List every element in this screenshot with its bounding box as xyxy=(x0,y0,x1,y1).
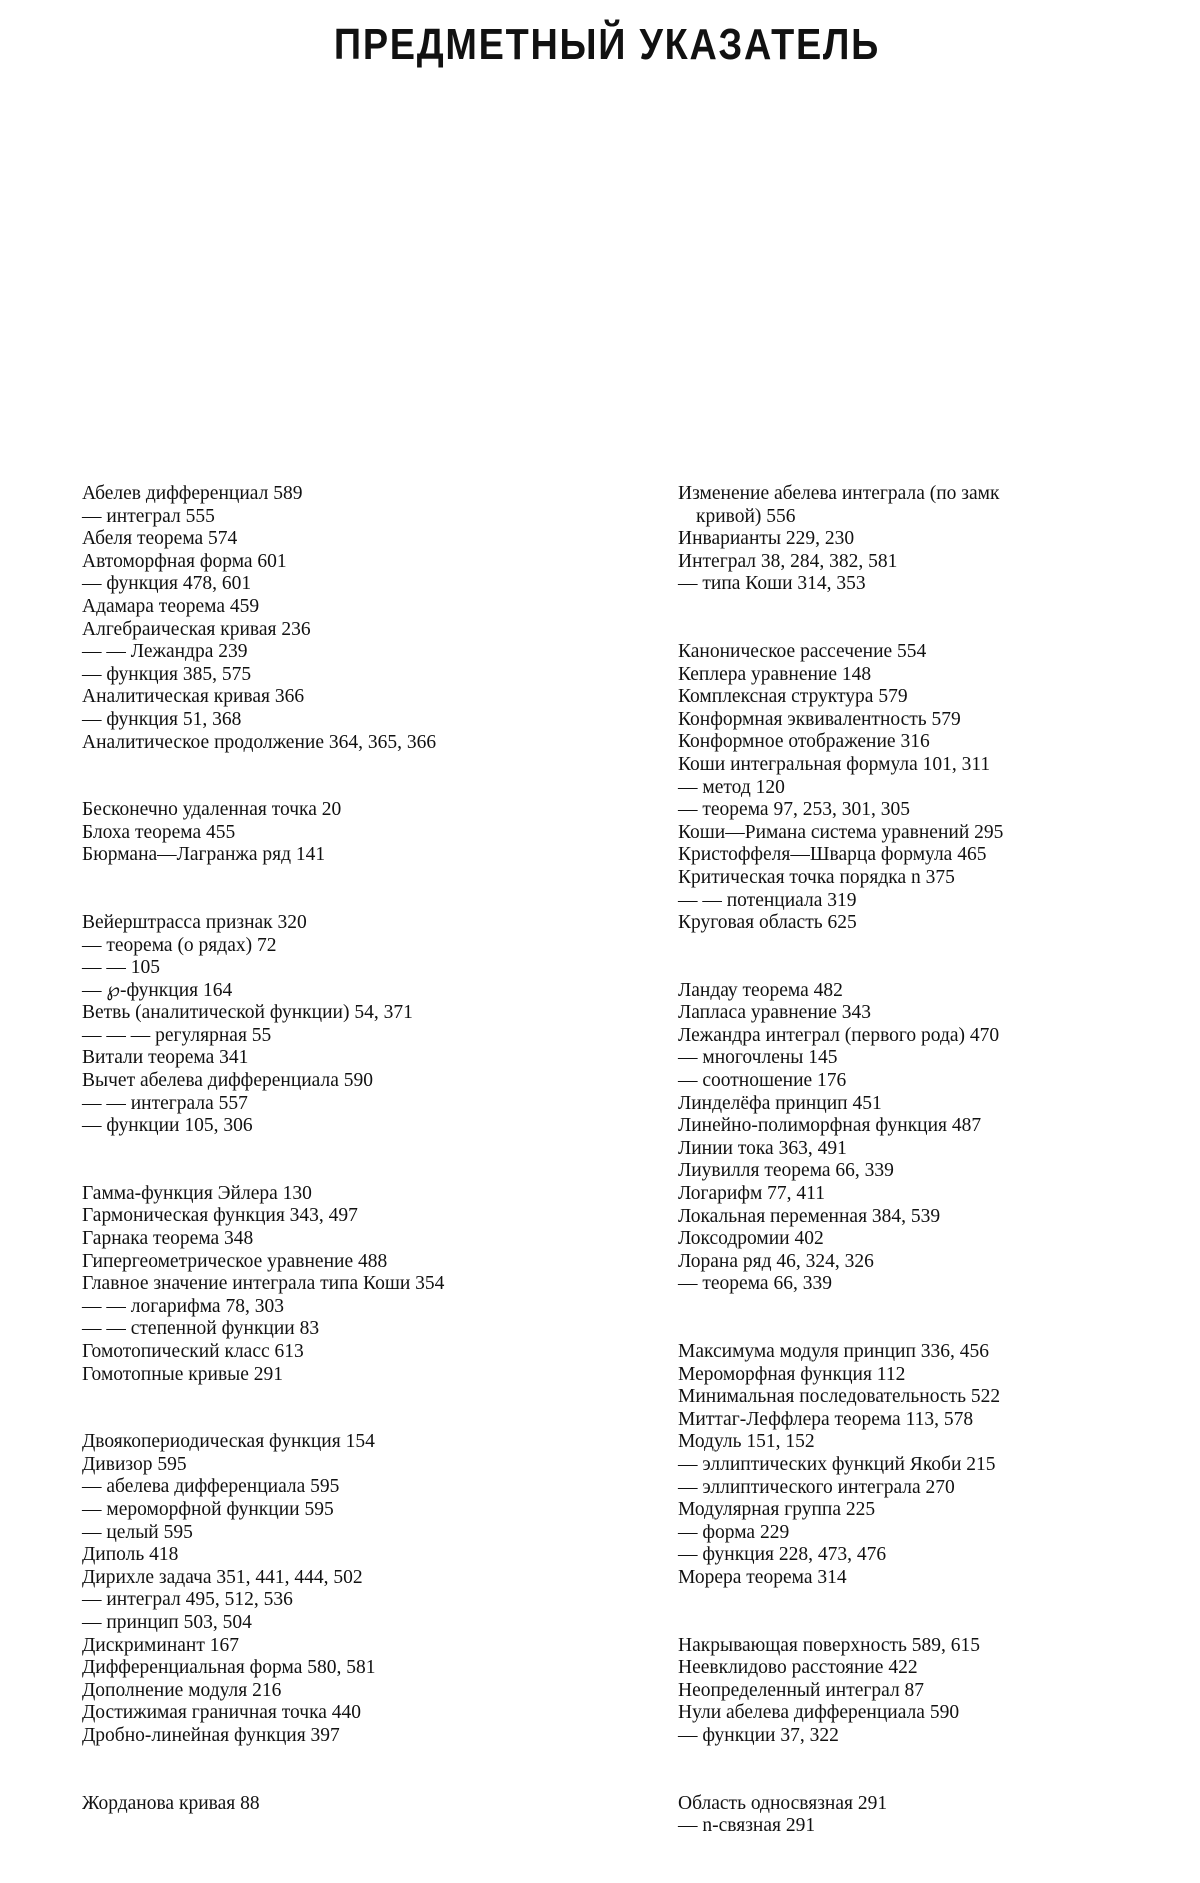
index-entry: Модулярная группа 225 xyxy=(678,1499,876,1521)
index-entry: Абелев дифференциал 589 xyxy=(82,483,303,504)
index-entry: — метод 120 xyxy=(678,776,785,798)
index-entry: Локальная переменная 384, 539 xyxy=(678,1205,941,1227)
index-entry: Гармоническая функция 343, 497 xyxy=(82,1205,358,1227)
index-entry: — ℘-функция 164 xyxy=(82,979,233,1001)
index-entry: Каноническое рассечение 554 xyxy=(678,640,927,662)
index-entry: Логарифм 77, 411 xyxy=(678,1183,825,1205)
index-entry: Вычет абелева дифференциала 590 xyxy=(82,1070,374,1092)
index-entry: Адамара теорема 459 xyxy=(82,595,260,617)
index-entry: — теорема (о рядах) 72 xyxy=(82,934,277,956)
index-entry: Линейно-полиморфная функция 487 xyxy=(678,1115,982,1137)
page-title: ПРЕДМЕТНЫЙ УКАЗАТЕЛЬ xyxy=(333,20,881,69)
index-entry: Мероморфная функция 112 xyxy=(678,1363,906,1385)
index-entry: — функция 478, 601 xyxy=(82,573,252,595)
index-entry: Гарнака теорема 348 xyxy=(82,1228,254,1250)
index-letter-group xyxy=(82,1431,602,1747)
index-entry: Алгебраическая кривая 236 xyxy=(82,618,311,640)
index-entry: Дробно-линейная функция 397 xyxy=(82,1724,340,1746)
index-letter-group xyxy=(82,483,602,754)
index-entry: — — 105 xyxy=(82,957,160,979)
index-entry: — типа Коши 314, 353 xyxy=(678,573,866,595)
index-entry: Гамма-функция Эйлера 130 xyxy=(82,1182,312,1204)
index-entry: — функция 385, 575 xyxy=(82,663,252,685)
index-entry: Ландау теорема 482 xyxy=(678,979,843,1001)
index-letter-group xyxy=(82,799,602,867)
index-entry: — функция 51, 368 xyxy=(82,708,242,730)
index-entry: Жорданова кривая 88 xyxy=(82,1792,260,1814)
index-entry: Лиувилля теорема 66, 339 xyxy=(678,1160,894,1182)
index-entry: Бюрмана—Лагранжа ряд 141 xyxy=(82,844,326,866)
index-letter-group xyxy=(678,483,1188,596)
index-entry: — — потенциала 319 xyxy=(678,889,857,911)
index-column-right xyxy=(678,483,1188,1883)
index-entry: — — логарифма 78, 303 xyxy=(82,1295,284,1317)
index-entry: Витали теорема 341 xyxy=(82,1047,249,1069)
index-letter-group xyxy=(678,980,1188,1296)
index-entry: Морера теорема 314 xyxy=(678,1566,847,1588)
index-entry: Конформное отображение 316 xyxy=(678,731,930,753)
index-entry: — теорема 66, 339 xyxy=(678,1273,832,1295)
index-entry: — абелева дифференциала 595 xyxy=(82,1476,340,1498)
index-letter-group xyxy=(678,1793,1188,1838)
index-entry: Лежандра интеграл (первого рода) 470 xyxy=(678,1024,1000,1046)
index-entry: Ветвь (аналитической функции) 54, 371 xyxy=(82,1002,413,1024)
index-entry: Дивизор 595 xyxy=(82,1453,187,1475)
index-entry: Линделёфа принцип 451 xyxy=(678,1092,882,1114)
index-entry: Коши интегральная формула 101, 311 xyxy=(678,753,991,775)
index-entry: Гипергеометрическое уравнение 488 xyxy=(82,1250,388,1272)
index-entry: кривой) 556 xyxy=(696,505,796,527)
index-entry: Коши—Римана система уравнений 295 xyxy=(678,821,1004,843)
index-letter-group xyxy=(678,1341,1188,1590)
index-entry: Дискриминант 167 xyxy=(82,1634,239,1656)
index-entry: Линии тока 363, 491 xyxy=(678,1137,847,1159)
index-entry: Автоморфная форма 601 xyxy=(82,550,287,572)
index-entry: — соотношение 176 xyxy=(678,1070,847,1092)
index-entry: Критическая точка порядка n 375 xyxy=(678,866,955,888)
index-entry: — — степенной функции 83 xyxy=(82,1318,320,1340)
index-letter-group xyxy=(82,1183,602,1386)
index-entry: — n-связная 291 xyxy=(678,1815,816,1837)
index-letter-group xyxy=(678,641,1188,935)
index-entry: — форма 229 xyxy=(678,1521,790,1543)
index-entry: Неопределенный интеграл 87 xyxy=(678,1679,925,1701)
index-entry: — функции 37, 322 xyxy=(678,1724,839,1746)
index-entry: Главное значение интеграла типа Коши 354 xyxy=(82,1273,445,1295)
index-entry: Модуль 151, 152 xyxy=(678,1431,815,1453)
index-entry: — функции 105, 306 xyxy=(82,1115,253,1137)
index-letter-group xyxy=(678,1635,1188,1748)
index-entry: — принцип 503, 504 xyxy=(82,1611,252,1633)
index-entry: — интеграл 495, 512, 536 xyxy=(82,1589,293,1611)
index-entry: Достижимая граничная точка 440 xyxy=(82,1702,362,1724)
index-entry: Аналитическое продолжение 364, 365, 366 xyxy=(82,731,437,753)
index-entry: Вейерштрасса признак 320 xyxy=(82,911,307,933)
index-entry: Аналитическая кривая 366 xyxy=(82,686,305,708)
index-entry: Дирихле задача 351, 441, 444, 502 xyxy=(82,1566,363,1588)
index-entry: — — — регулярная 55 xyxy=(82,1024,272,1046)
index-entry: Минимальная последовательность 522 xyxy=(678,1386,1001,1408)
index-entry: Область односвязная 291 xyxy=(678,1792,888,1814)
index-entry: — мероморфной функции 595 xyxy=(82,1498,334,1520)
index-entry: Круговая область 625 xyxy=(678,912,857,934)
index-entry: Дифференциальная форма 580, 581 xyxy=(82,1657,376,1679)
index-entry: Лорана ряд 46, 324, 326 xyxy=(678,1250,874,1272)
index-column-left xyxy=(82,483,602,1860)
index-entry: Блоха теорема 455 xyxy=(82,821,236,843)
index-entry: Инварианты 229, 230 xyxy=(678,528,855,550)
index-entry: — функция 228, 473, 476 xyxy=(678,1544,887,1566)
index-entry: Лапласа уравнение 343 xyxy=(678,1002,871,1024)
index-entry: Конформная эквивалентность 579 xyxy=(678,708,961,730)
index-entry: Диполь 418 xyxy=(82,1544,179,1566)
index-entry: Нули абелева дифференциала 590 xyxy=(678,1702,960,1724)
index-entry: Интеграл 38, 284, 382, 581 xyxy=(678,550,898,572)
index-entry: Локсодромии 402 xyxy=(678,1228,824,1250)
index-entry: — теорема 97, 253, 301, 305 xyxy=(678,799,910,821)
index-entry: Дополнение модуля 216 xyxy=(82,1679,282,1701)
index-entry: — целый 595 xyxy=(82,1521,193,1543)
index-entry: Миттаг-Леффлера теорема 113, 578 xyxy=(678,1408,974,1430)
index-entry: Максимума модуля принцип 336, 456 xyxy=(678,1341,990,1362)
index-entry: Комплексная структура 579 xyxy=(678,686,908,708)
index-entry: — — интеграла 557 xyxy=(82,1092,248,1114)
index-entry: — многочлены 145 xyxy=(678,1047,838,1069)
index-entry: Неевклидово расстояние 422 xyxy=(678,1657,918,1679)
index-entry: Изменение абелева интеграла (по замк xyxy=(678,483,1000,504)
index-entry: — эллиптических функций Якоби 215 xyxy=(678,1453,996,1475)
index-entry: Кристоффеля—Шварца формула 465 xyxy=(678,844,987,866)
index-entry: Абеля теорема 574 xyxy=(82,528,238,550)
index-entry: — эллиптического интеграла 270 xyxy=(678,1476,955,1498)
index-entry: — интеграл 555 xyxy=(82,505,215,527)
index-entry: Бесконечно удаленная точка 20 xyxy=(82,799,342,821)
index-entry: Гомотопные кривые 291 xyxy=(82,1363,284,1385)
index-entry: — — Лежандра 239 xyxy=(82,641,248,663)
index-letter-group xyxy=(82,1793,602,1816)
index-entry: Кеплера уравнение 148 xyxy=(678,663,872,685)
index-letter-group xyxy=(82,912,602,1138)
index-entry: Гомотопический класс 613 xyxy=(82,1341,304,1362)
index-entry: Накрывающая поверхность 589, 615 xyxy=(678,1634,981,1656)
index-entry: Двоякопериодическая функция 154 xyxy=(82,1431,375,1453)
